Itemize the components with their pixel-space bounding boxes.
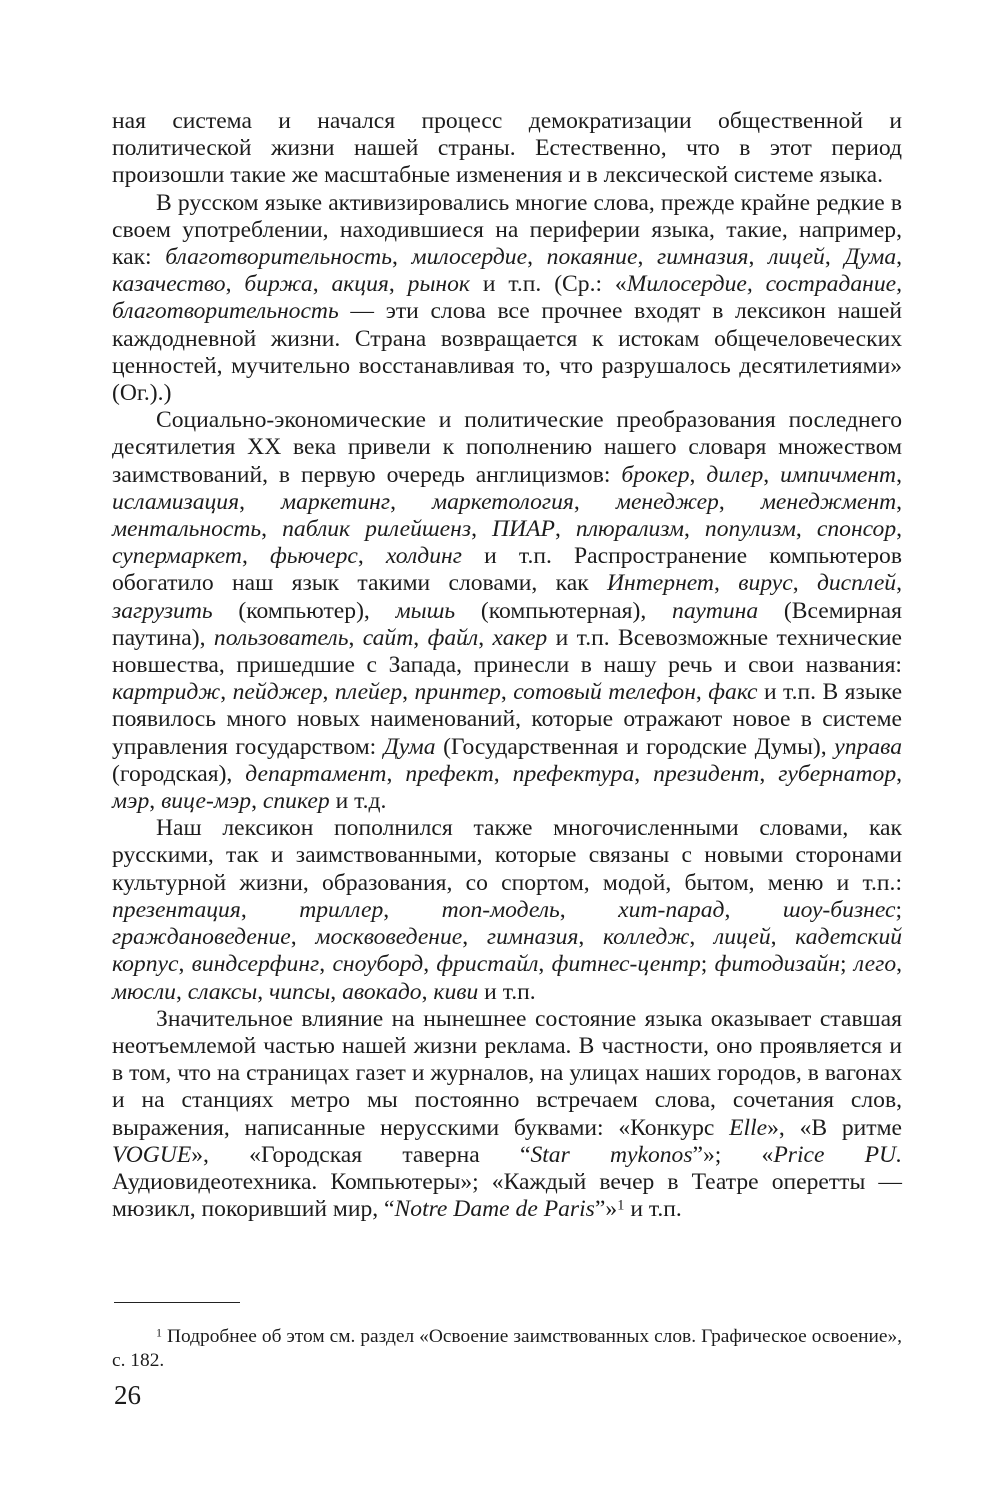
italic-term: Star mykonos (530, 1141, 693, 1168)
text-run: , (763, 461, 781, 488)
text-run: , (896, 244, 903, 271)
italic-term: мюсли (112, 978, 176, 1005)
text-run: Значительное влияние на нынешнее состояние языка оказывает ставшая неотъемлемой частью нашей жизни реклама. В частности, оно проявляется и в том, что на страницах газет и журналов, на улицах наших городов, в вагонах и на станциях метро мы постоянно встречаем слова, сочетания слов, выражения, написанные нерусскими буквами: «Конкурс (112, 1005, 902, 1141)
text-run: , (683, 516, 705, 543)
italic-term: популизм (704, 516, 796, 543)
italic-term: пользователь (213, 624, 349, 651)
text-run: ная система и начался процесс демократизации общественной и политической жизни нашей страны. Естественно, что в этот период произошли такие же масштабные изменения и в лексической системе языка. (112, 108, 902, 189)
text-run: ; (839, 951, 854, 978)
italic-term: исламизация (112, 488, 240, 515)
text-run: , (322, 679, 335, 706)
italic-term: паблик рилейшенз (282, 516, 472, 543)
text-run: , (573, 488, 616, 515)
text-run: , (471, 516, 493, 543)
italic-term: департамент (245, 760, 387, 787)
italic-term: кадетский корпус (112, 924, 903, 978)
italic-term: вирус (738, 570, 793, 597)
footnote-reference: 1 (617, 1197, 625, 1214)
text-run: , (718, 488, 761, 515)
italic-term: Интернет (607, 570, 714, 597)
text-run: , (388, 271, 408, 298)
text-run: (Всемирная паутина), (112, 597, 902, 651)
text-run: , (241, 543, 271, 570)
italic-term: управа (834, 733, 902, 760)
italic-term: благотворительность (165, 244, 392, 271)
italic-term: ПИАР (492, 516, 555, 543)
italic-term: мышь (395, 597, 456, 624)
text-run: , (527, 244, 547, 271)
italic-term: импичмент (780, 461, 897, 488)
text-run: , (149, 788, 162, 815)
text-run: , (220, 679, 233, 706)
italic-term: сайт (362, 624, 414, 651)
italic-term: Дума (844, 244, 897, 271)
paragraph (112, 407, 902, 815)
italic-term: Elle (729, 1114, 768, 1141)
text-run: , (240, 896, 300, 923)
text-run: , (478, 624, 493, 651)
text-run: , (795, 516, 817, 543)
footnote-text: Подробнее об этом см. раздел «Освоение заимствованных слов. Графическое освоение», с. 182. (112, 1326, 902, 1371)
text-run: , (225, 271, 245, 298)
italic-term: граждановедение (112, 924, 291, 951)
text-run: ; (700, 951, 715, 978)
italic-term: спикер (262, 788, 330, 815)
italic-term: шоу-бизнес (782, 896, 896, 923)
italic-term: гимназия (657, 244, 749, 271)
italic-term: фьючерс (270, 543, 358, 570)
italic-term: менеджмент (760, 488, 897, 515)
text-run: , (824, 244, 845, 271)
italic-term: акция (331, 271, 389, 298)
italic-term: гимназия (486, 924, 579, 951)
italic-term: покаяние (546, 244, 638, 271)
italic-term: менеджер (615, 488, 719, 515)
text-run: (компьютер), (212, 597, 396, 624)
italic-term: мэр (112, 788, 150, 815)
italic-term: принтер (414, 679, 501, 706)
text-run: , (634, 760, 654, 787)
text-run: Наш лексикон пополнился также многочисленными словами, как русскими, так и заимствованными, которые связаны с новыми сторонами культурной жизни, образования, со спортом, модой, бытом, меню и т.п.: (112, 815, 902, 896)
text-run: и т.п. (624, 1196, 682, 1223)
italic-term: дисплей (816, 570, 897, 597)
text-run: , (695, 679, 709, 706)
italic-term: Price PU. (773, 1141, 902, 1168)
text-run: , (421, 978, 434, 1005)
italic-term: файл (427, 624, 479, 651)
paragraph (112, 108, 902, 190)
text-run: », «Городская таверна “ (191, 1141, 531, 1168)
italic-term: фитодизайн (714, 951, 840, 978)
text-run: , (261, 516, 283, 543)
italic-term: чипсы (268, 978, 331, 1005)
text-run: , (792, 570, 817, 597)
text-run: Аудиовидеотехника. Компьютеры»; «Каждый вечер в Театре оперетты — мюзикл, покоривший мир, “ (112, 1168, 902, 1223)
text-run: и т.п. Всевозможные технические новшества, пришедшие с Запада, принесли в нашу речь и свои названия: (112, 624, 903, 679)
italic-term: лицей (768, 244, 825, 271)
italic-term: холдинг (385, 543, 462, 570)
italic-term: плюрализм (575, 516, 684, 543)
text-run: », «В ритме (767, 1114, 902, 1141)
italic-term: брокер (621, 461, 690, 488)
italic-term: губернатор (778, 760, 897, 787)
paragraph (112, 190, 902, 408)
text-run: , (770, 924, 796, 951)
italic-term: префект (405, 760, 494, 787)
italic-term: сотовый телефон (513, 679, 696, 706)
text-run: , (500, 679, 514, 706)
italic-term: триллер (299, 896, 384, 923)
text-run: , (462, 924, 487, 951)
italic-term: киви (433, 978, 479, 1005)
text-run: , (386, 760, 406, 787)
text-run: , (748, 244, 769, 271)
text-run: , (413, 624, 428, 651)
text-run: , (319, 951, 333, 978)
italic-term: сноуборд (332, 951, 424, 978)
text-run: Социально-экономические и политические преобразования последнего десятилетия XX века привели к пополнению нашего словаря множеством заимствований, в первую очередь англицизмов: (112, 407, 902, 488)
text-run: , (312, 271, 332, 298)
italic-term: плейер (334, 679, 403, 706)
footnote-marker: 1 (156, 1325, 163, 1340)
italic-term: слаксы (187, 978, 258, 1005)
text-run: , (251, 788, 263, 815)
italic-term: колледж (603, 924, 690, 951)
italic-term: картридж (112, 679, 221, 706)
italic-term: презентация (112, 896, 241, 923)
paragraph (112, 1006, 902, 1224)
text-run: , (724, 896, 783, 923)
text-run: (Государственная и городские Думы), (435, 733, 835, 760)
text-run: и т.п. (Ср.: « (469, 271, 627, 298)
italic-term: хакер (492, 624, 548, 651)
text-run: , (896, 461, 903, 488)
italic-term: хит-парад (618, 896, 725, 923)
italic-term: VOGUE (112, 1141, 192, 1168)
italic-term: префектура (512, 760, 635, 787)
text-run: ”» (594, 1196, 618, 1223)
text-run: ”»; « (692, 1141, 774, 1168)
italic-term: вице-мэр (161, 788, 252, 815)
italic-term: супермаркет (112, 543, 242, 570)
text-run: , (383, 896, 442, 923)
text-run: , (357, 543, 386, 570)
text-run: , (239, 488, 282, 515)
italic-term: спонсор (816, 516, 897, 543)
italic-term: ментальность (112, 516, 262, 543)
text-run: , (759, 760, 779, 787)
italic-term: президент (653, 760, 760, 787)
italic-term: лицей (713, 924, 771, 951)
text-run: ; (895, 896, 903, 923)
text-run: , (402, 679, 415, 706)
text-run: , (423, 951, 437, 978)
text-run: (городская), (112, 760, 246, 787)
text-run: , (330, 978, 343, 1005)
text-run: , (175, 978, 188, 1005)
text-run: , (559, 896, 619, 923)
text-run: , (896, 488, 903, 515)
italic-term: милосердие (411, 244, 528, 271)
italic-term: маркетология (432, 488, 574, 515)
text-run: и т.п. Распространение компьютеров обогатило наш язык такими словами, как (112, 543, 902, 597)
italic-term: пейджер (232, 679, 323, 706)
body-text (112, 108, 902, 1223)
italic-term: лего (853, 951, 897, 978)
paragraph (112, 815, 902, 1005)
text-run: , (896, 760, 903, 787)
italic-term: Милосердие, сострадание, благотворительность (112, 271, 903, 325)
italic-term: паутина (672, 597, 759, 624)
italic-term: казачество (112, 271, 226, 298)
text-run: , (538, 951, 552, 978)
text-run: , (290, 924, 316, 951)
italic-term: фристайл (436, 951, 539, 978)
italic-term: биржа (244, 271, 313, 298)
text-run: , (493, 760, 513, 787)
footnote (112, 1325, 902, 1373)
text-run: — эти слова все прочнее входят в лексикон нашей каждодневной жизни. Страна возвращается к истокам общечеловеческих ценностей, мучительно восстанавливая то, что разрушалось десятилетиями» (Ог.).) (112, 298, 902, 407)
text-run: , (178, 951, 192, 978)
text-run: , (578, 924, 604, 951)
text-run: , (554, 516, 576, 543)
italic-term: москвоведение (315, 924, 463, 951)
italic-term: маркетинг (281, 488, 391, 515)
italic-term: топ-модель (441, 896, 560, 923)
italic-term: Notre Dame de Paris (394, 1196, 595, 1223)
text-run: В русском языке активизировались многие слова, прежде крайне редкие в своем употреблении, находившиеся на периферии языка, такие, например, как: (112, 189, 902, 271)
italic-term: авокадо (342, 978, 422, 1005)
text-run: и т.п. (478, 978, 536, 1005)
text-run: (компьютерная), (455, 597, 673, 624)
italic-term: фитнес-центр (551, 951, 701, 978)
text-run: , (257, 978, 269, 1005)
text-run: , (896, 570, 903, 597)
page-number: 26 (114, 1380, 141, 1410)
italic-term: виндсерфинг (191, 951, 320, 978)
text-run: , (689, 924, 714, 951)
text-run: , (896, 951, 903, 978)
text-run: , (713, 570, 739, 597)
text-run: , (391, 244, 412, 271)
text-run: , (637, 244, 657, 271)
text-run: , (390, 488, 433, 515)
text-run: и т.д. (329, 788, 387, 815)
italic-term: факс (708, 679, 758, 706)
italic-term: загрузить (112, 597, 213, 624)
text-run: , (896, 516, 903, 543)
text-run: и т.п. В языке появилось много новых наименований, которые отражают новое в системе управления государством: (112, 679, 903, 760)
text-run: , (348, 624, 363, 651)
footnote-separator (114, 1302, 240, 1303)
text-run: , (689, 461, 707, 488)
italic-term: рынок (407, 271, 470, 298)
italic-term: дилер (706, 461, 764, 488)
italic-term: Дума (383, 733, 436, 760)
